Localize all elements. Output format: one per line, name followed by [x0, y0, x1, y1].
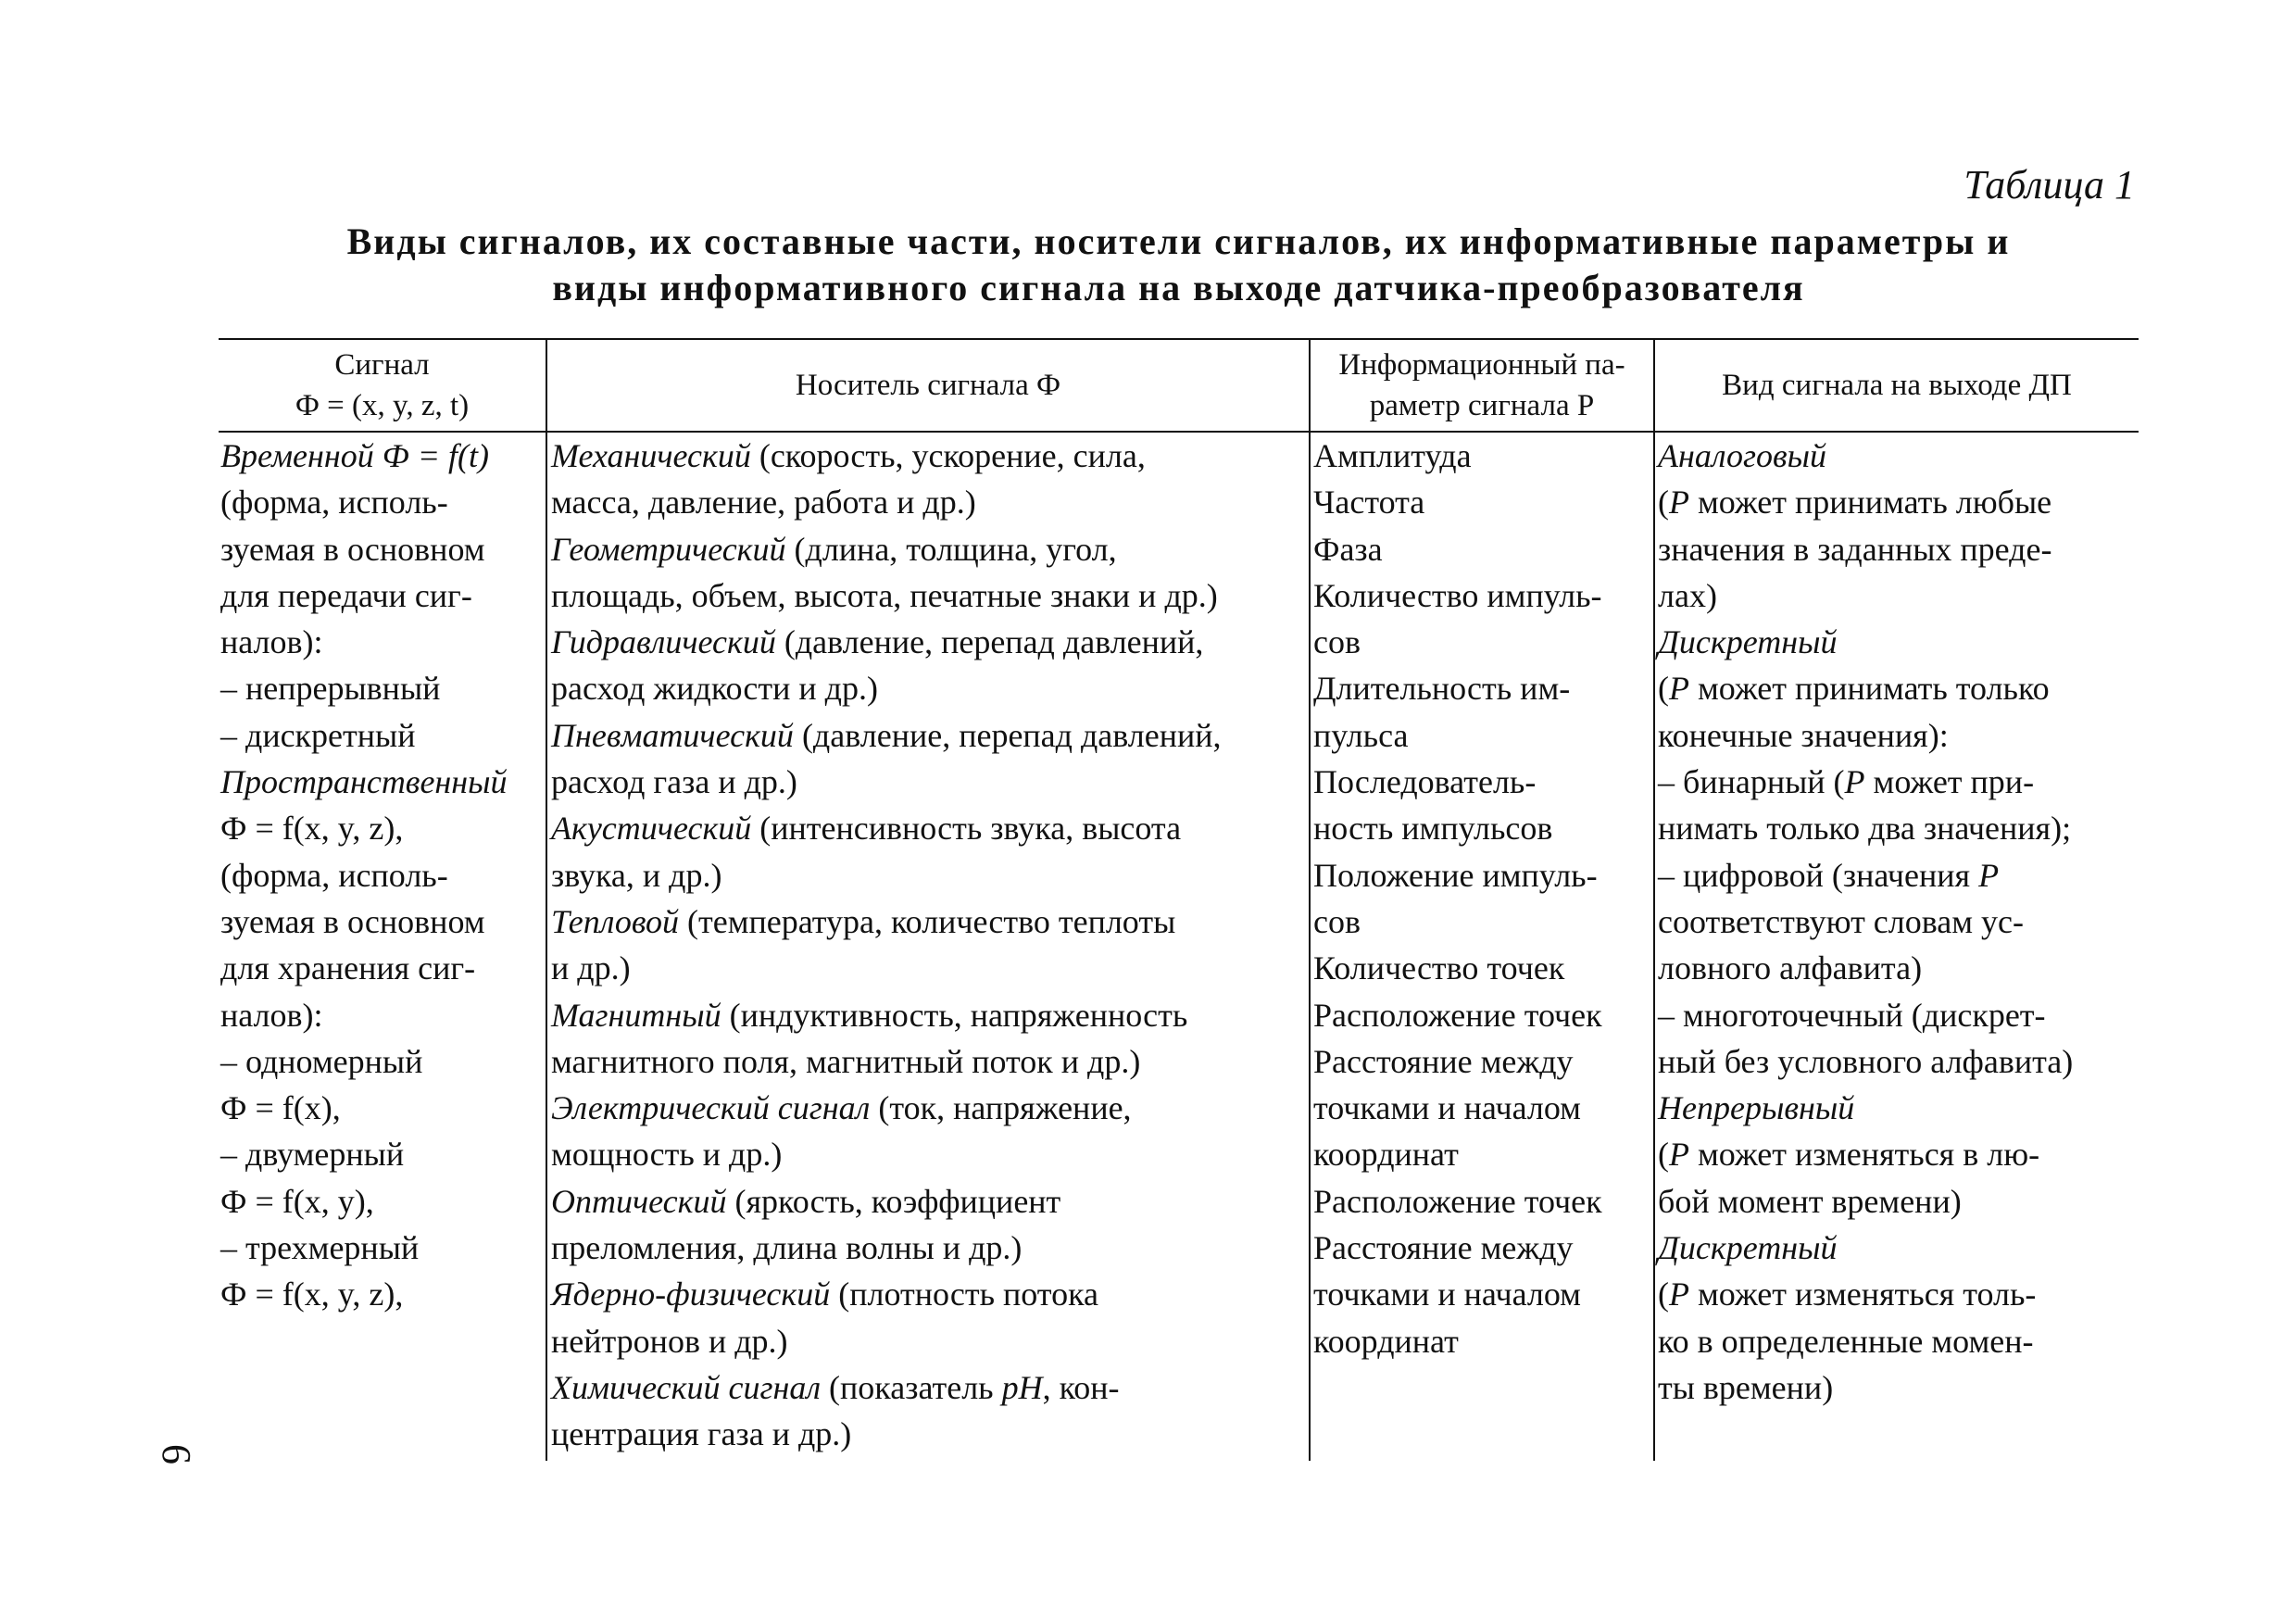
- cell-line: [551, 992, 1307, 1038]
- cell-line: [1313, 1085, 1652, 1131]
- cell-line: [1313, 572, 1652, 619]
- cell-line: [1313, 619, 1652, 665]
- cell-line: [1658, 665, 2138, 711]
- cell-line: [1658, 1318, 2138, 1364]
- header-signal-line-2: Ф = (x, y, z, t): [295, 389, 470, 422]
- cell-line: [1658, 433, 2138, 479]
- cell-line: [1313, 665, 1652, 711]
- cell-line: [1658, 898, 2138, 945]
- text: (плотность потока: [830, 1275, 1098, 1313]
- italic-text: P: [1844, 763, 1865, 801]
- text: (индуктивность, напряженность: [721, 996, 1188, 1034]
- column-carrier: [551, 433, 1307, 1458]
- cell-line: [1313, 759, 1652, 805]
- column-output-type: [1658, 433, 2138, 1411]
- cell-line: [220, 852, 545, 898]
- cell-line: [551, 805, 1307, 851]
- text: (длина, толщина, угол,: [785, 530, 1117, 568]
- cell-line: [1658, 1178, 2138, 1225]
- cell-line: [551, 852, 1307, 898]
- cell-line: [1313, 945, 1652, 991]
- cell-line: [1313, 479, 1652, 525]
- italic-text: Аналоговый: [1658, 437, 1827, 474]
- text: сов: [1313, 623, 1361, 661]
- text: ты времени): [1658, 1368, 1834, 1406]
- text: (: [1658, 1275, 1669, 1313]
- italic-text: Электрический сигнал: [551, 1089, 871, 1127]
- cell-line: [220, 1085, 545, 1131]
- cell-line: [551, 1411, 1307, 1457]
- cell-line: [551, 1085, 1307, 1131]
- italic-text: P: [1978, 856, 2000, 894]
- text: ность импульсов: [1313, 810, 1553, 848]
- text: Расстояние между: [1313, 1229, 1574, 1267]
- italic-text: Акустический: [551, 810, 752, 848]
- cell-line: [551, 945, 1307, 991]
- table-title-line-2: виды информативного сигнала на выходе датчика-преобразователя: [552, 267, 1805, 308]
- text: (давление, перепад давлений,: [793, 716, 1222, 754]
- header-signal-line-1: Сигнал: [334, 348, 430, 382]
- text: конечные значения):: [1658, 716, 1949, 754]
- cell-line: [220, 665, 545, 711]
- text: преломления, длина волны и др.): [551, 1229, 1023, 1267]
- text: Положение импуль-: [1313, 856, 1598, 894]
- italic-text: Химический сигнал: [551, 1368, 822, 1406]
- text: может принимать только: [1689, 670, 2050, 708]
- cell-line: [551, 1225, 1307, 1271]
- text: ко в определенные момен-: [1658, 1322, 2034, 1360]
- cell-line: [1658, 1225, 2138, 1271]
- text: может при-: [1864, 763, 2035, 801]
- cell-line: [551, 1131, 1307, 1177]
- text: – одномерный: [220, 1042, 423, 1080]
- cell-line: [1313, 433, 1652, 479]
- cell-line: [1313, 992, 1652, 1038]
- cell-line: [220, 945, 545, 991]
- header-parameter-line-1: Информационный па-: [1338, 348, 1625, 382]
- cell-line: [1658, 526, 2138, 572]
- text: – двумерный: [220, 1136, 405, 1174]
- cell-line: [1658, 1364, 2138, 1411]
- text: мощность и др.): [551, 1136, 783, 1174]
- text: зуемая в основном: [220, 902, 485, 940]
- cell-line: [220, 992, 545, 1038]
- cell-line: [1658, 852, 2138, 898]
- cell-line: [551, 1178, 1307, 1225]
- cell-line: [551, 479, 1307, 525]
- text: Фаза: [1313, 530, 1383, 568]
- text: пульса: [1313, 716, 1409, 754]
- cell-line: [551, 898, 1307, 945]
- header-parameter-line-2: раметр сигнала P: [1369, 389, 1595, 422]
- italic-text: Пневматический: [551, 716, 794, 754]
- cell-line: [551, 1038, 1307, 1085]
- text: Ф = f(x),: [220, 1089, 341, 1127]
- italic-text: Оптический: [551, 1182, 727, 1220]
- text: может изменяться в лю-: [1689, 1136, 2040, 1174]
- cell-line: [1313, 805, 1652, 851]
- text: (форма, исполь-: [220, 484, 448, 521]
- cell-line: [1658, 1085, 2138, 1131]
- cell-line: [220, 1038, 545, 1085]
- cell-line: [1658, 479, 2138, 525]
- text: для передачи сиг-: [220, 576, 472, 614]
- text: (ток, напряжение,: [870, 1089, 1132, 1127]
- text: Количество импуль-: [1313, 576, 1602, 614]
- text: точками и началом: [1313, 1275, 1581, 1313]
- text: (давление, перепад давлений,: [775, 623, 1204, 661]
- cell-line: [1658, 572, 2138, 619]
- cell-line: [1313, 852, 1652, 898]
- text: – дискретный: [220, 716, 416, 754]
- cell-line: [220, 712, 545, 759]
- italic-text: Механический: [551, 437, 751, 474]
- text: Амплитуда: [1313, 437, 1472, 474]
- cell-line: [220, 1178, 545, 1225]
- column-divider-1: [546, 338, 547, 1461]
- cell-line: [1313, 526, 1652, 572]
- italic-text: Гидравлический: [551, 623, 776, 661]
- text: налов):: [220, 996, 323, 1034]
- italic-text: Магнитный: [551, 996, 721, 1034]
- italic-text: pH: [1001, 1368, 1043, 1406]
- text: площадь, объем, высота, печатные знаки и др.): [551, 576, 1218, 614]
- cell-line: [1658, 992, 2138, 1038]
- cell-line: [1313, 1318, 1652, 1364]
- cell-line: [551, 1364, 1307, 1411]
- text: (скорость, ускорение, сила,: [750, 437, 1146, 474]
- italic-text: P: [1669, 670, 1689, 708]
- text: , кон-: [1042, 1368, 1120, 1406]
- header-output-type: [1655, 340, 2139, 431]
- text: точками и началом: [1313, 1089, 1581, 1127]
- text: масса, давление, работа и др.): [551, 484, 976, 521]
- text: – непрерывный: [220, 670, 441, 708]
- cell-line: [1313, 1178, 1652, 1225]
- cell-line: [1313, 898, 1652, 945]
- text: Длительность им-: [1313, 670, 1571, 708]
- text: (яркость, коэффициент: [726, 1182, 1061, 1220]
- text: расход газа и др.): [551, 763, 797, 801]
- cell-line: [1658, 1038, 2138, 1085]
- cell-line: [551, 1318, 1307, 1364]
- cell-line: [1658, 619, 2138, 665]
- cell-line: [220, 1131, 545, 1177]
- cell-line: [551, 1271, 1307, 1317]
- cell-line: [551, 759, 1307, 805]
- text: Расположение точек: [1313, 1182, 1602, 1220]
- cell-line: [551, 433, 1307, 479]
- text: звука, и др.): [551, 856, 722, 894]
- cell-line: [1658, 945, 2138, 991]
- column-parameter: [1313, 433, 1652, 1364]
- cell-line: [220, 1225, 545, 1271]
- text: нейтронов и др.): [551, 1322, 788, 1360]
- signals-table: [219, 338, 2139, 1461]
- text: Ф = f(x, y, z),: [220, 810, 404, 848]
- italic-text: Временной Ф = f(t): [220, 437, 489, 474]
- column-divider-3: [1653, 338, 1655, 1461]
- text: Ф = f(x, y, z),: [220, 1275, 404, 1313]
- text: (: [1658, 1136, 1669, 1174]
- text: нимать только два значения);: [1658, 810, 2072, 848]
- text: магнитного поля, магнитный поток и др.): [551, 1042, 1141, 1080]
- table-title: [222, 219, 2135, 311]
- cell-line: [551, 526, 1307, 572]
- cell-line: [220, 433, 545, 479]
- text: значения в заданных преде-: [1658, 530, 2052, 568]
- text: расход жидкости и др.): [551, 670, 878, 708]
- italic-text: P: [1669, 1136, 1689, 1174]
- text: может изменяться толь-: [1689, 1275, 2037, 1313]
- text: – цифровой (значения: [1658, 856, 1979, 894]
- cell-line: [220, 1271, 545, 1317]
- cell-line: [220, 526, 545, 572]
- cell-line: [220, 479, 545, 525]
- italic-text: Дискретный: [1658, 1229, 1838, 1267]
- header-output-type-label: Вид сигнала на выходе ДП: [1722, 369, 2072, 402]
- text: (интенсивность звука, высота: [751, 810, 1182, 848]
- italic-text: Тепловой: [551, 902, 679, 940]
- column-divider-2: [1309, 338, 1311, 1461]
- text: – бинарный (: [1658, 763, 1845, 801]
- italic-text: Дискретный: [1658, 623, 1838, 661]
- table-title-line-1: Виды сигналов, их составные части, носители сигналов, их информативные параметры и: [346, 220, 2011, 262]
- cell-line: [220, 805, 545, 851]
- cell-line: [1313, 1038, 1652, 1085]
- text: для хранения сиг-: [220, 949, 476, 987]
- italic-text: Ядерно-физический: [551, 1275, 831, 1313]
- text: координат: [1313, 1136, 1459, 1174]
- text: соответствуют словам ус-: [1658, 902, 2024, 940]
- text: – трехмерный: [220, 1229, 420, 1267]
- cell-line: [220, 619, 545, 665]
- text: (температура, количество теплоты: [679, 902, 1176, 940]
- text: (: [1658, 670, 1669, 708]
- text: Последователь-: [1313, 763, 1537, 801]
- text: зуемая в основном: [220, 530, 485, 568]
- header-parameter: [1311, 340, 1653, 431]
- cell-line: [220, 572, 545, 619]
- text: центрация газа и др.): [551, 1415, 852, 1453]
- text: (: [1658, 484, 1669, 521]
- header-carrier-label: Носитель сигнала Ф: [795, 369, 1061, 402]
- text: и др.): [551, 949, 631, 987]
- column-signal: [220, 433, 545, 1318]
- cell-line: [220, 898, 545, 945]
- cell-line: [1658, 712, 2138, 759]
- text: Ф = f(x, y),: [220, 1182, 374, 1220]
- cell-line: [1313, 1131, 1652, 1177]
- cell-line: [551, 712, 1307, 759]
- text: лах): [1658, 576, 1717, 614]
- table-caption: Таблица 1: [1964, 162, 2135, 207]
- text: сов: [1313, 902, 1361, 940]
- cell-line: [1658, 805, 2138, 851]
- cell-line: [1658, 1131, 2138, 1177]
- text: Расположение точек: [1313, 996, 1602, 1034]
- text: может принимать любые: [1689, 484, 2052, 521]
- text: бой момент времени): [1658, 1182, 1962, 1220]
- italic-text: P: [1669, 484, 1689, 521]
- cell-line: [1313, 712, 1652, 759]
- header-signal: [219, 340, 546, 431]
- text: Частота: [1313, 484, 1425, 521]
- page-number: 6: [154, 1444, 199, 1464]
- text: – многоточечный (дискрет-: [1658, 996, 2046, 1034]
- text: (показатель: [821, 1368, 1002, 1406]
- cell-line: [1313, 1225, 1652, 1271]
- italic-text: Геометрический: [551, 530, 786, 568]
- cell-line: [1658, 1271, 2138, 1317]
- text: (форма, исполь-: [220, 856, 448, 894]
- text: Расстояние между: [1313, 1042, 1574, 1080]
- text: Количество точек: [1313, 949, 1565, 987]
- cell-line: [551, 619, 1307, 665]
- header-carrier: [547, 340, 1309, 431]
- italic-text: Пространственный: [220, 763, 508, 801]
- cell-line: [1658, 759, 2138, 805]
- cell-line: [1313, 1271, 1652, 1317]
- cell-line: [220, 759, 545, 805]
- italic-text: Непрерывный: [1658, 1089, 1855, 1127]
- cell-line: [551, 572, 1307, 619]
- text: налов):: [220, 623, 323, 661]
- text: ловного алфавита): [1658, 949, 1923, 987]
- italic-text: P: [1669, 1275, 1689, 1313]
- cell-line: [551, 665, 1307, 711]
- text: координат: [1313, 1322, 1459, 1360]
- text: ный без условного алфавита): [1658, 1042, 2074, 1080]
